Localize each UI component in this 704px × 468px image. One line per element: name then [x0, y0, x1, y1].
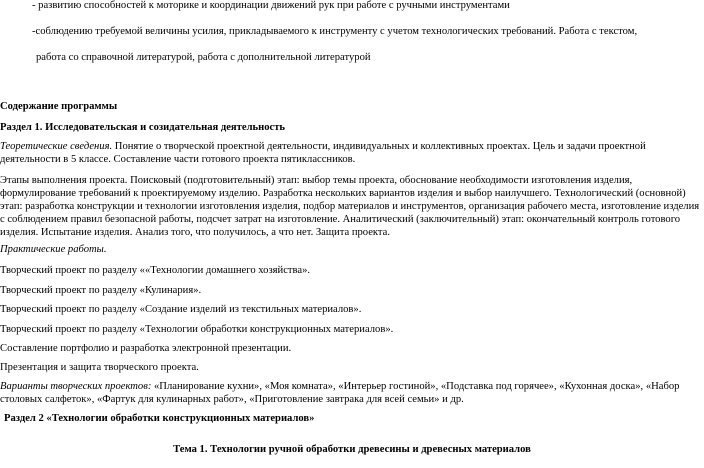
topic-1-heading: Тема 1. Технологии ручной обработки древесины и древесных материалов [173, 443, 531, 455]
section-1-heading: Раздел 1. Исследовательская и созидательная деятельность [0, 122, 286, 133]
variants-label: Варианты творческих проектов: [0, 381, 152, 392]
practice-item-5: Составление портфолио и разработка электронной презентации. [0, 343, 292, 354]
practice-item-6: Презентация и защита творческого проекта. [0, 362, 199, 373]
intro-line-1: - развитию способностей к моторике и координации движений рук при работе с ручными инструментами [32, 0, 510, 11]
theory-text: Понятие о творческой проектной деятельности, индивидуальных и коллективных проектах. Цель и задачи проектной деятельности в 5 классе. Составление части готового проекта пятиклассников. [0, 141, 646, 165]
practice-item-4: Творческий проект по разделу «Технологии обработки конструкционных материалов». [0, 324, 394, 335]
section-2-heading: Раздел 2 «Технологии обработки конструкционных материалов» [4, 413, 315, 424]
practice-item-1: Творческий проект по разделу ««Технологии домашнего хозяйства». [0, 265, 311, 276]
practice-item-3: Творческий проект по разделу «Создание изделий из текстильных материалов». [0, 304, 362, 315]
theory-paragraph [0, 140, 700, 166]
intro-line-3: работа со справочной литературой, работа с дополнительной литературой [36, 52, 371, 63]
practice-label: Практические работы. [0, 244, 107, 255]
theory-label: Теоретические сведения. [0, 141, 113, 152]
variants-text: «Планирование кухни», «Моя комната», «Интерьер гостиной», «Подставка под горячее», «Кухонная доска», «Набор столовых салфеток», «Фартук для кулинарных работ», «Приготовление завтрака для всей семьи» и др. [0, 381, 680, 405]
stages-paragraph: Этапы выполнения проекта. Поисковый (подготовительный) этап: выбор темы проекта, обоснование необходимости изготовления изделия, формулирование требований к проектируемому изделию. Разработка нескольких вариантов изделия и выбор наилучшего. Технологический (основной) этап: разработка конструкции и технологии изготовления изделия, подбор материалов и инструментов, организация рабочего места, изготовление изделия с соблюдением правил безопасной работы, подсчет затрат на изготовление. Аналитический (заключительный) этап: окончательный контроль готового изделия. Испытание изделия. Анализ того, что получилось, а что нет. Защита проекта. [0, 175, 700, 238]
program-heading: Содержание программы [0, 101, 118, 112]
practice-item-2: Творческий проект по разделу «Кулинария». [0, 285, 202, 296]
intro-line-2: -соблюдению требуемой величины усилия, прикладываемого к инструменту с учетом технологических требований. Работа с текстом, [32, 26, 638, 37]
variants-paragraph [0, 380, 700, 406]
